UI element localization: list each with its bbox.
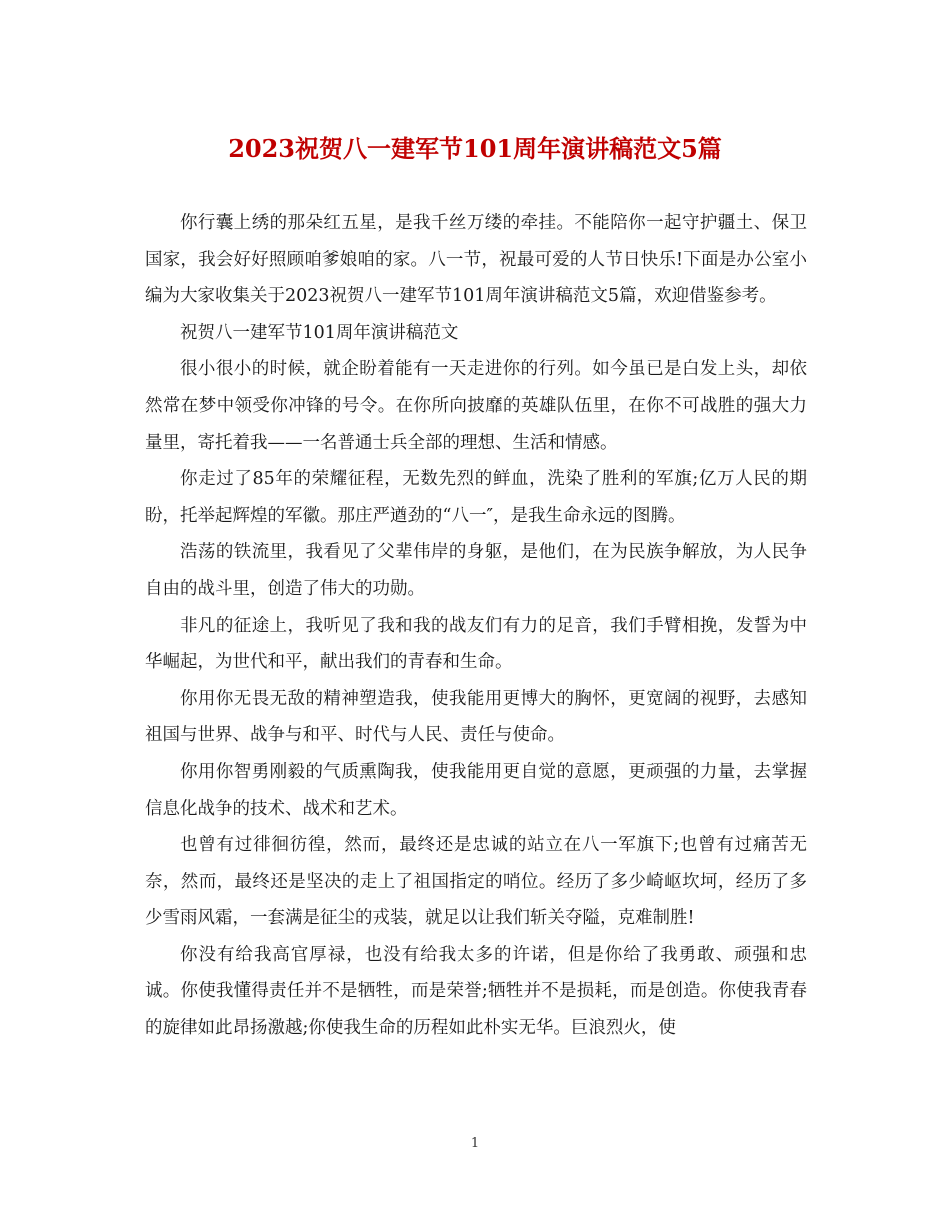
paragraph: 你没有给我高官厚禄，也没有给我太多的许诺，但是你给了我勇敢、顽强和忠诚。你使我懂得责任并不是牺牲，而是荣誉;牺牲并不是损耗，而是创造。你使我青春的旋律如此昂扬激越;你使我生命的历程如此朴实无华。巨浪烈火，使 <box>145 944 807 1039</box>
paragraph: 很小很小的时候，就企盼着能有一天走进你的行列。如今虽已是白发上头，却依然常在梦中领受你冲锋的号令。在你所向披靡的英雄队伍里，在你不可战胜的强大力量里，寄托着我——一名普通士兵全部的理想、生活和情感。 <box>145 359 807 453</box>
document-title: 2023祝贺八一建军节101周年演讲稿范文5篇 <box>228 134 722 163</box>
paragraph: 浩荡的铁流里，我看见了父辈伟岸的身躯，是他们，在为民族争解放，为人民争自由的战斗里，创造了伟大的功勋。 <box>145 542 807 599</box>
document-body <box>145 205 807 1047</box>
paragraph-intro: 你行囊上绣的那朵红五星，是我千丝万缕的牵挂。不能陪你一起守护疆土、保卫国家，我会好好照顾咱爹娘咱的家。八一节，祝最可爱的人节日快乐!下面是办公室小编为大家收集关于2023祝贺八一建军节101周年演讲稿范文5篇，欢迎借鉴参考。 <box>145 213 807 307</box>
page-number: 1 <box>470 1136 480 1151</box>
paragraph: 你走过了85年的荣耀征程，无数先烈的鲜血，洗染了胜利的军旗;亿万人民的期盼，托举起辉煌的军徽。那庄严遒劲的“八一″，是我生命永远的图腾。 <box>145 469 807 526</box>
paragraph: 也曾有过徘徊彷徨，然而，最终还是忠诚的站立在八一军旗下;也曾有过痛苦无奈，然而，最终还是坚决的走上了祖国指定的哨位。经历了多少崎岖坎坷，经历了多少雪雨风霜，一套满是征尘的戎装，就足以让我们斩关夺隘，克难制胜! <box>145 835 807 929</box>
paragraph: 非凡的征途上，我听见了我和我的战友们有力的足音，我们手臂相挽，发誓为中华崛起，为世代和平，献出我们的青春和生命。 <box>145 615 807 673</box>
paragraph-subheading: 祝贺八一建军节101周年演讲稿范文 <box>180 322 459 343</box>
paragraph: 你用你智勇刚毅的气质熏陶我，使我能用更自觉的意愿，更顽强的力量，去掌握信息化战争的技术、战术和艺术。 <box>145 761 807 819</box>
paragraph: 你用你无畏无敌的精神塑造我，使我能用更博大的胸怀，更宽阔的视野，去感知祖国与世界、战争与和平、时代与人民、责任与使命。 <box>145 688 807 746</box>
